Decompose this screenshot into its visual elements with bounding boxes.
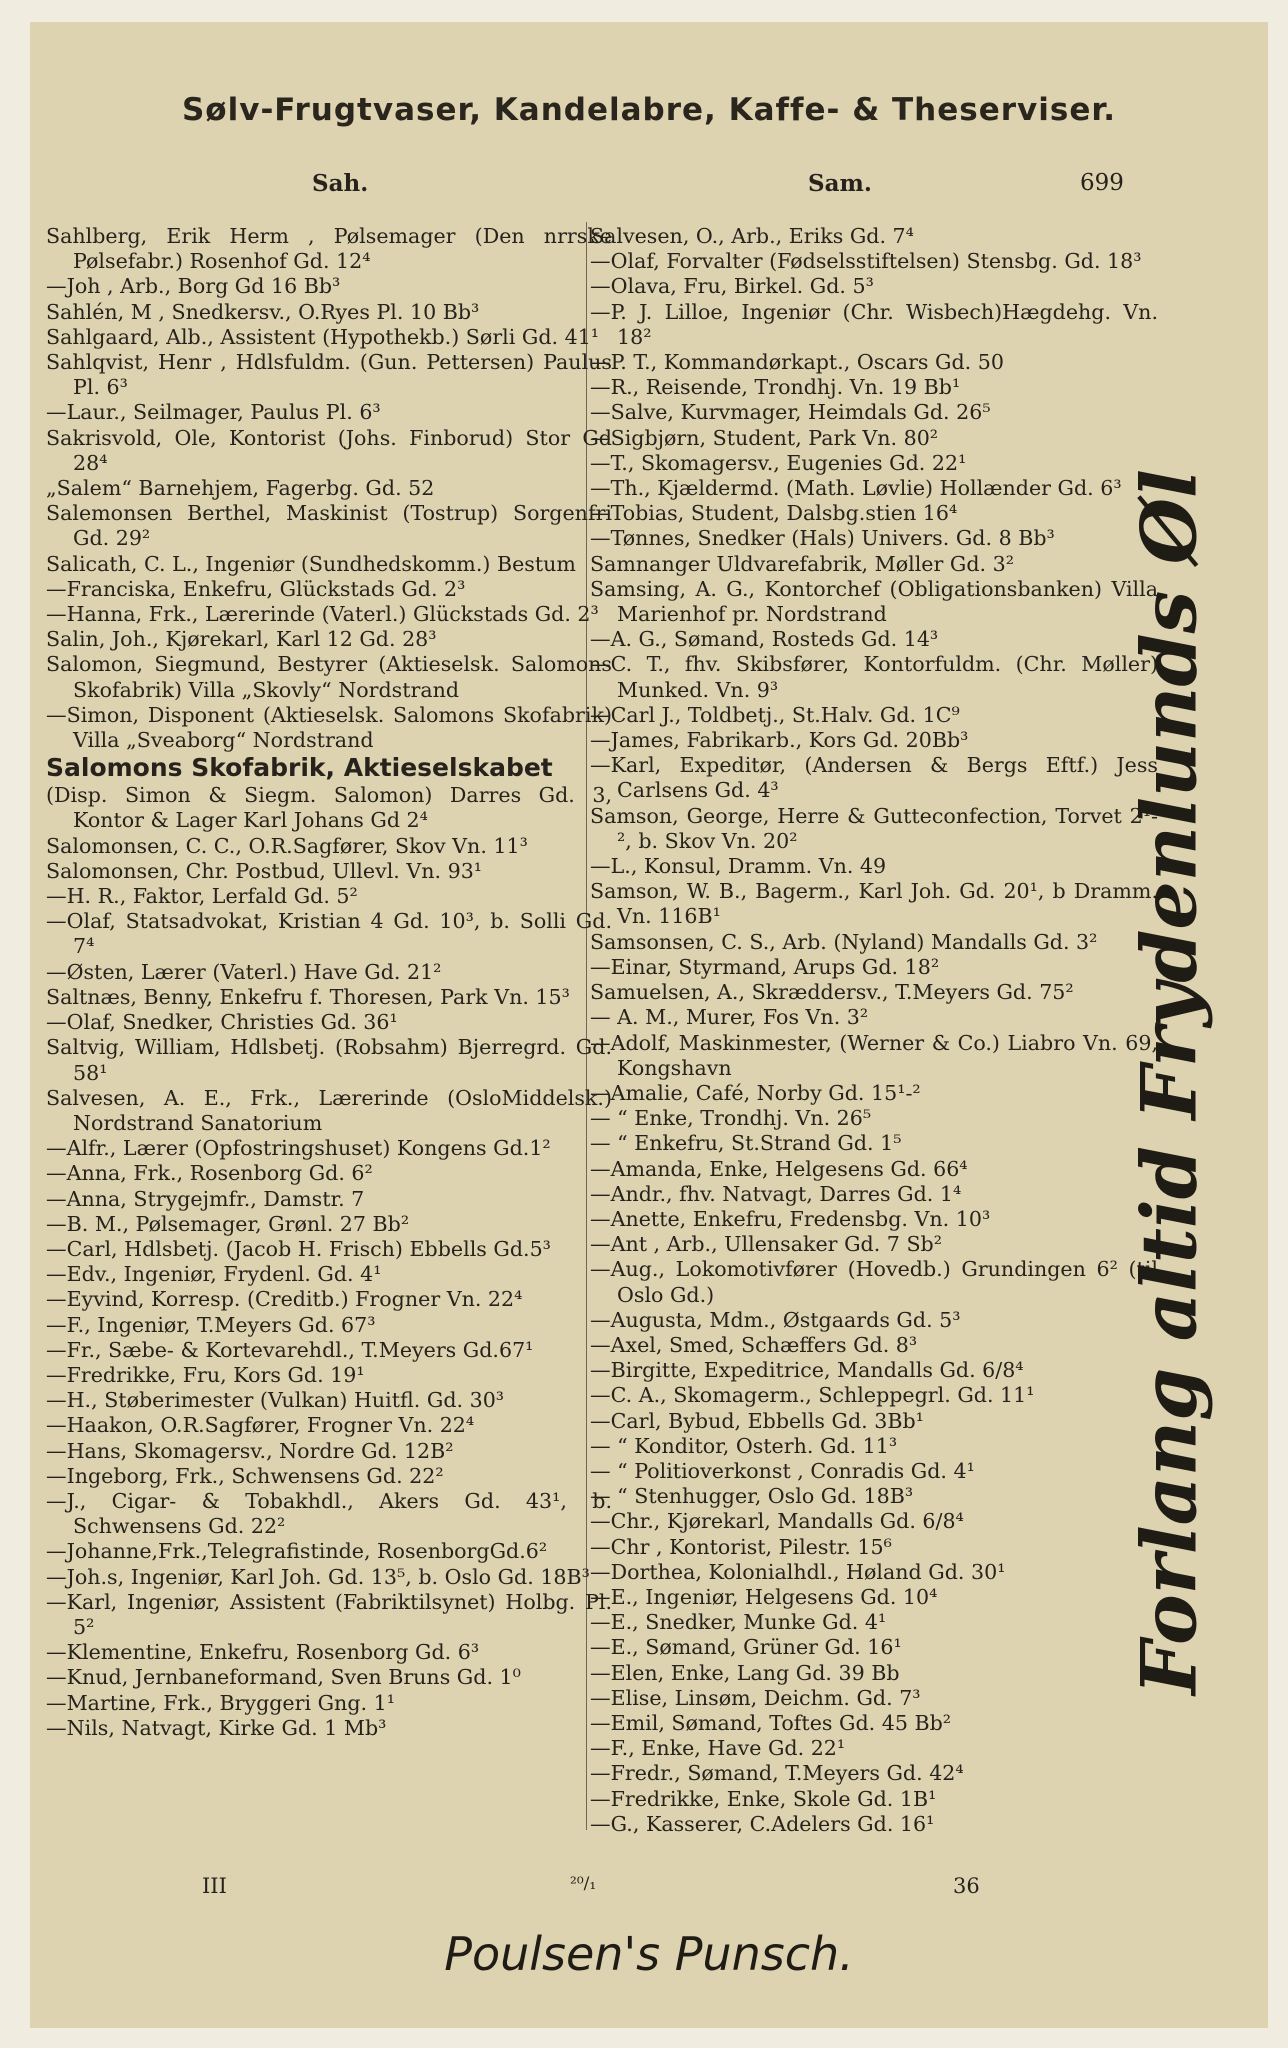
directory-entry: Salomonsen, C. C., O.R.Sagfører, Skov Vn. 11³ — [46, 833, 528, 858]
directory-entry: —Joh , Arb., Borg Gd 16 Bb³ — [46, 274, 341, 299]
directory-entry: — “ Politioverkonst , Conradis Gd. 4¹ — [590, 1458, 975, 1483]
directory-entry: —Karl, Ingeniør, Assistent (Fabriktilsynet) Holbg. Pl. 5² — [46, 1589, 612, 1639]
directory-entry: Salicath, C. L., Ingeniør (Sundhedskomm.) Bestum — [46, 551, 576, 576]
directory-entry: —Laur., Seilmager, Paulus Pl. 6³ — [46, 400, 381, 425]
directory-entry: —P. T., Kommandørkapt., Oscars Gd. 50 — [590, 350, 1004, 375]
directory-entry: Sahlqvist, Henr , Hdlsfuldm. (Gun. Pettersen) Paulus Pl. 6³ — [46, 350, 612, 400]
directory-entry: —E., Snedker, Munke Gd. 4¹ — [590, 1610, 887, 1635]
side-advert-text: Forlang altid Frydenlunds Øl — [1124, 469, 1214, 1695]
directory-entry: Sakrisvold, Ole, Kontorist (Johs. Finborud) Stor Gd 28⁴ — [46, 425, 612, 475]
directory-entry: —Olava, Fru, Birkel. Gd. 5³ — [590, 274, 874, 299]
directory-entry: —Klementine, Enkefru, Rosenborg Gd. 6³ — [46, 1640, 480, 1665]
directory-entry: —Simon, Disponent (Aktieselsk. Salomons Skofabrik) Villa „Sveaborg“ Nordstrand — [46, 702, 612, 753]
directory-entry: —Tobias, Student, Dalsbg.stien 16⁴ — [590, 501, 958, 526]
directory-entry: —E., Sømand, Grüner Gd. 16¹ — [590, 1635, 902, 1660]
directory-entry: —Fr., Sæbe- & Kortevarehdl., T.Meyers Gd.67¹ — [46, 1337, 534, 1362]
directory-entry: —C. T., fhv. Skibsfører, Kontorfuldm. (Chr. Møller) Munked. Vn. 9³ — [590, 652, 1158, 702]
left-column — [46, 224, 612, 1741]
directory-entry: — A. M., Murer, Fos Vn. 3² — [590, 1005, 869, 1030]
directory-entry: — “ Stenhugger, Oslo Gd. 18B³ — [590, 1484, 914, 1509]
directory-entry: —Birgitte, Expeditrice, Mandalls Gd. 6/8⁴ — [590, 1358, 1024, 1383]
directory-entry: —Sigbjørn, Student, Park Vn. 80² — [590, 425, 939, 450]
directory-entry: —R., Reisende, Trondhj. Vn. 19 Bb¹ — [590, 375, 961, 400]
directory-entry: —Augusta, Mdm., Østgaards Gd. 5³ — [590, 1307, 961, 1332]
directory-entry: Salemonsen Berthel, Maskinist (Tostrup) Sorgenfri Gd. 29² — [46, 501, 612, 551]
directory-entry: Salin, Joh., Kjørekarl, Karl 12 Gd. 28³ — [46, 627, 437, 652]
directory-entry: „Salem“ Barnehjem, Fagerbg. Gd. 52 — [46, 476, 435, 501]
directory-entry: Saltnæs, Benny, Enkefru f. Thoresen, Park Vn. 15³ — [46, 984, 570, 1009]
directory-entry: —Karl, Expeditør, (Andersen & Bergs Eftf.) Jess Carlsens Gd. 4³ — [590, 753, 1158, 803]
directory-entry: —Hans, Skomagersv., Nordre Gd. 12B² — [46, 1438, 454, 1463]
directory-entry: —Adolf, Maskinmester, (Werner & Co.) Liabro Vn. 69, Kongshavn — [590, 1030, 1158, 1080]
directory-entry: (Disp. Simon & Siegm. Salomon) Darres Gd. 3, Kontor & Lager Karl Johans Gd 2⁴ — [46, 783, 612, 833]
directory-entry: —Joh.s, Ingeniør, Karl Joh. Gd. 13⁵, b. Oslo Gd. 18B³ — [46, 1564, 590, 1589]
directory-entry: —B. M., Pølsemager, Grønl. 27 Bb² — [46, 1211, 410, 1236]
directory-entry: —Andr., fhv. Natvagt, Darres Gd. 1⁴ — [590, 1181, 962, 1206]
advert-banner: Sølv-Frugtvaser, Kandelabre, Kaffe- & Theserviser. — [181, 92, 1116, 128]
directory-entry: —Anette, Enkefru, Fredensbg. Vn. 10³ — [590, 1206, 991, 1231]
directory-entry: Salomons Skofabrik, Aktieselskabet — [46, 753, 553, 783]
directory-entry: —Fredr., Sømand, T.Meyers Gd. 42⁴ — [590, 1761, 964, 1786]
directory-entry: —Olaf, Statsadvokat, Kristian 4 Gd. 10³, b. Solli Gd. 7⁴ — [46, 909, 612, 959]
directory-entry: —Hanna, Frk., Lærerinde (Vaterl.) Glückstads Gd. 2³ — [46, 602, 599, 627]
directory-entry: —Axel, Smed, Schæffers Gd. 8³ — [590, 1332, 918, 1357]
directory-entry: —Østen, Lærer (Vaterl.) Have Gd. 21² — [46, 959, 442, 984]
directory-entry: —Anna, Strygejmfr., Damstr. 7 — [46, 1186, 365, 1211]
directory-entry: —Haakon, O.R.Sagfører, Frogner Vn. 22⁴ — [46, 1413, 475, 1438]
directory-entry: Samsing, A. G., Kontorchef (Obligationsbanken) Villa Marienhof pr. Nordstrand — [590, 576, 1158, 627]
directory-entry: —Emil, Sømand, Toftes Gd. 45 Bb² — [590, 1710, 952, 1735]
directory-entry: Samson, W. B., Bagerm., Karl Joh. Gd. 20¹, b Dramm. Vn. 116B¹ — [590, 879, 1158, 929]
header-right-range: Sam. — [808, 170, 872, 197]
directory-entry: —Fredrikke, Enke, Skole Gd. 1B¹ — [590, 1786, 937, 1811]
directory-entry: —F., Ingeniør, T.Meyers Gd. 67³ — [46, 1312, 376, 1337]
directory-entry: Salvesen, A. E., Frk., Lærerinde (OsloMiddelsk.) Nordstrand Sanatorium — [46, 1085, 612, 1135]
directory-entry: —Anna, Frk., Rosenborg Gd. 6² — [46, 1161, 373, 1186]
directory-entry: Samson, George, Herre & Gutteconfection, Torvet 2¹-², b. Skov Vn. 20² — [590, 803, 1158, 853]
directory-entry: —H., Støberimester (Vulkan) Huitfl. Gd. 30³ — [46, 1388, 505, 1413]
header-left-range: Sah. — [312, 170, 369, 197]
directory-entry: —Johanne,Frk.,Telegrafistinde, RosenborgGd.6² — [46, 1539, 548, 1564]
directory-page — [30, 22, 1268, 2028]
page-number: 699 — [1080, 170, 1124, 196]
directory-entry: —F., Enke, Have Gd. 22¹ — [590, 1736, 846, 1761]
directory-entry: Salomon, Siegmund, Bestyrer (Aktieselsk. Salomons Skofabrik) Villa „Skovly“ Nordstrand — [46, 652, 612, 702]
directory-entry: —Alfr., Lærer (Opfostringshuset) Kongens Gd.1² — [46, 1136, 551, 1161]
directory-entry: —Tønnes, Snedker (Hals) Univers. Gd. 8 Bb³ — [590, 526, 1055, 551]
directory-entry: —Martine, Frk., Bryggeri Gng. 1¹ — [46, 1690, 395, 1715]
directory-entry: —Elen, Enke, Lang Gd. 39 Bb — [590, 1660, 900, 1685]
directory-entry: — “ Konditor, Osterh. Gd. 11³ — [590, 1433, 898, 1458]
directory-entry: Samsonsen, C. S., Arb. (Nyland) Mandalls Gd. 3² — [590, 929, 1098, 954]
directory-entry: —Amanda, Enke, Helgesens Gd. 66⁴ — [590, 1156, 968, 1181]
directory-entry: —Olaf, Forvalter (Fødselsstiftelsen) Stensbg. Gd. 18³ — [590, 249, 1142, 274]
directory-entry: —Th., Kjældermd. (Math. Løvlie) Hollænder Gd. 6³ — [590, 476, 1122, 501]
directory-entry: —J., Cigar- & Tobakhdl., Akers Gd. 43¹, b. Schwensens Gd. 22² — [46, 1488, 612, 1539]
directory-entry: —P. J. Lilloe, Ingeniør (Chr. Wisbech)Hægdehg. Vn. 18² — [590, 299, 1158, 349]
directory-entry: —Carl, Bybud, Ebbells Gd. 3Bb¹ — [590, 1408, 924, 1433]
directory-entry: —Olaf, Snedker, Christies Gd. 36¹ — [46, 1010, 398, 1035]
directory-entry: —Dorthea, Kolonialhdl., Høland Gd. 30¹ — [590, 1559, 1006, 1584]
directory-entry: —Amalie, Café, Norby Gd. 15¹-² — [590, 1080, 921, 1105]
directory-entry: Samuelsen, A., Skræddersv., T.Meyers Gd. 75² — [590, 980, 1074, 1005]
directory-entry: Sahlberg, Erik Herm , Pølsemager (Den nrrske Pølsefabr.) Rosenhof Gd. 12⁴ — [46, 224, 612, 274]
directory-entry: —E., Ingeniør, Helgesens Gd. 10⁴ — [590, 1584, 938, 1609]
directory-entry: —Chr., Kjørekarl, Mandalls Gd. 6/8⁴ — [590, 1509, 964, 1534]
directory-entry: —A. G., Sømand, Rosteds Gd. 14³ — [590, 627, 939, 652]
directory-entry: —T., Skomagersv., Eugenies Gd. 22¹ — [590, 450, 967, 475]
directory-entry: —Ant , Arb., Ullensaker Gd. 7 Sb² — [590, 1232, 942, 1257]
directory-entry: —Fredrikke, Fru, Kors Gd. 19¹ — [46, 1362, 365, 1387]
directory-entry: —Nils, Natvagt, Kirke Gd. 1 Mb³ — [46, 1715, 387, 1740]
directory-entry: —Einar, Styrmand, Arups Gd. 18² — [590, 954, 940, 979]
right-column — [590, 224, 1158, 1837]
footer-advert: Poulsen's Punsch. — [444, 1927, 854, 1981]
directory-entry: — “ Enke, Trondhj. Vn. 26⁵ — [590, 1106, 872, 1131]
directory-entry: —H. R., Faktor, Lerfald Gd. 5² — [46, 884, 358, 909]
directory-entry: —Edv., Ingeniør, Frydenl. Gd. 4¹ — [46, 1262, 382, 1287]
directory-entry: Saltvig, William, Hdlsbetj. (Robsahm) Bjerregrd. Gd. 58¹ — [46, 1035, 612, 1085]
directory-entry: —Ingeborg, Frk., Schwensens Gd. 22² — [46, 1463, 444, 1488]
directory-entry: Sahlgaard, Alb., Assistent (Hypothekb.) Sørli Gd. 41¹ — [46, 324, 600, 349]
directory-entry: —G., Kasserer, C.Adelers Gd. 16¹ — [590, 1811, 935, 1836]
footer-date: ²⁰/₁ — [570, 1874, 597, 1894]
footer-sheet-number: 36 — [953, 1874, 980, 1898]
directory-entry: —Salve, Kurvmager, Heimdals Gd. 26⁵ — [590, 400, 991, 425]
directory-entry: — “ Enkefru, St.Strand Gd. 1⁵ — [590, 1131, 902, 1156]
directory-entry: —James, Fabrikarb., Kors Gd. 20Bb³ — [590, 728, 969, 753]
directory-entry: —Carl J., Toldbetj., St.Halv. Gd. 1C⁹ — [590, 702, 960, 727]
directory-entry: —Aug., Lokomotivfører (Hovedb.) Grundingen 6² (til Oslo Gd.) — [590, 1257, 1158, 1307]
directory-entry: Sahlén, M , Snedkersv., O.Ryes Pl. 10 Bb³ — [46, 299, 480, 324]
directory-entry: —Franciska, Enkefru, Glückstads Gd. 2³ — [46, 576, 466, 601]
directory-entry: Salomonsen, Chr. Postbud, Ullevl. Vn. 93¹ — [46, 858, 483, 883]
directory-entry: Samnanger Uldvarefabrik, Møller Gd. 3² — [590, 551, 1014, 576]
directory-entry: —L., Konsul, Dramm. Vn. 49 — [590, 854, 887, 879]
footer-signature: III — [202, 1874, 227, 1898]
directory-entry: —Knud, Jernbaneformand, Sven Bruns Gd. 1⁰ — [46, 1665, 521, 1690]
directory-entry: Salvesen, O., Arb., Eriks Gd. 7⁴ — [590, 224, 914, 248]
directory-entry: —Chr , Kontorist, Pilestr. 15⁶ — [590, 1534, 892, 1559]
directory-entry: —Carl, Hdlsbetj. (Jacob H. Frisch) Ebbells Gd.5³ — [46, 1236, 551, 1261]
directory-entry: —Eyvind, Korresp. (Creditb.) Frogner Vn. 22⁴ — [46, 1287, 523, 1312]
directory-entry: —C. A., Skomagerm., Schleppegrl. Gd. 11¹ — [590, 1383, 1035, 1408]
directory-entry: —Elise, Linsøm, Deichm. Gd. 7³ — [590, 1685, 921, 1710]
